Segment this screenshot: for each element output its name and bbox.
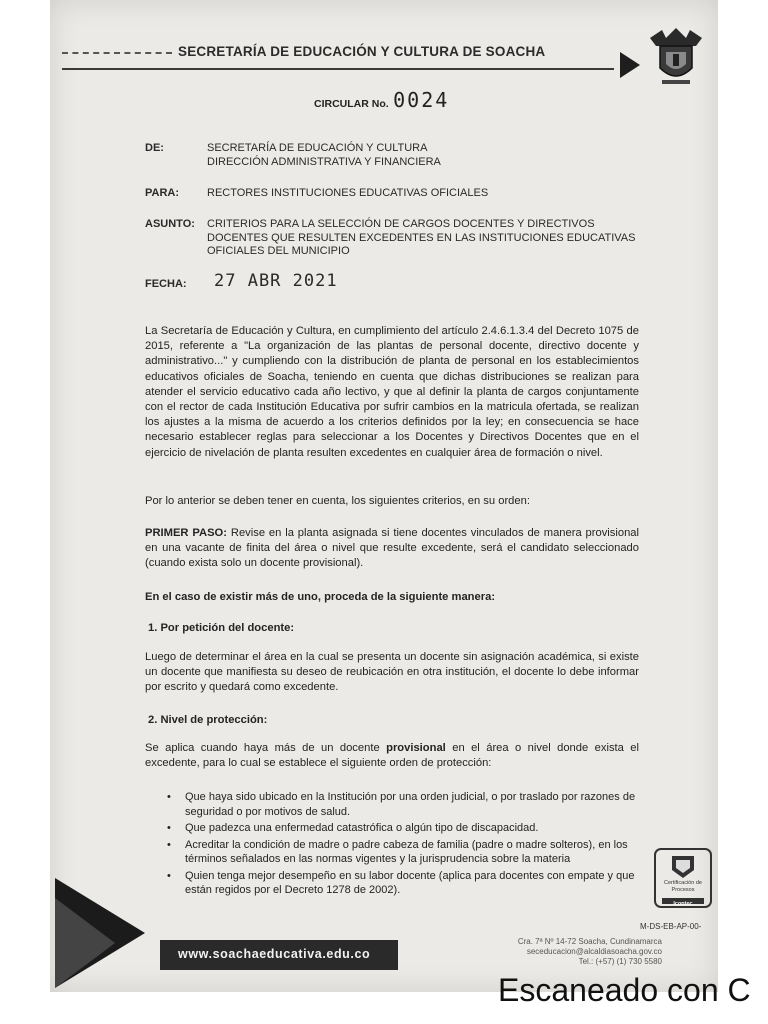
footer-url[interactable]: www.soachaeducativa.edu.co xyxy=(178,947,371,961)
circular-number-value: 0024 xyxy=(393,88,450,112)
item-2-text-a: Se aplica cuando haya más de un docente xyxy=(145,742,387,754)
item-2-label: 2. Nivel de protección: xyxy=(148,714,268,726)
asunto-label: ASUNTO: xyxy=(145,218,195,230)
fecha-value: 27 ABR 2021 xyxy=(214,271,338,291)
scanner-watermark: Escaneado con C xyxy=(498,972,751,1008)
header-dashed-line xyxy=(62,52,172,54)
cert-label: Certificación de Procesos xyxy=(664,880,702,893)
protection-list xyxy=(165,790,643,900)
de-line-1: SECRETARÍA DE EDUCACIÓN Y CULTURA xyxy=(207,142,428,154)
para-value: RECTORES INSTITUCIONES EDUCATIVAS OFICIALES xyxy=(207,187,489,199)
item-2-text-b: en el área o nivel donde exista el excedente, para lo cual se establece el siguiente orden de protección: xyxy=(145,742,639,770)
circular-label: CIRCULAR No. xyxy=(314,98,389,110)
footer-address: Cra. 7ª Nº 14-72 Soacha, Cundinamarca xyxy=(517,937,662,946)
item-1-text: Luego de determinar el área en la cual se presenta un docente sin asignación académica, si existe un docente que manifiesta su deseo de reubicación en otra institución, el docente lo debe informar por escrito y quedará como excedente. xyxy=(145,651,639,694)
header-arrow-icon xyxy=(620,52,640,78)
de-line-2: DIRECCIÓN ADMINISTRATIVA Y FINANCIERA xyxy=(207,155,441,168)
soacha-crest-icon xyxy=(644,24,708,88)
footer-phone: Tel.: (+57) (1) 730 5580 xyxy=(578,957,662,966)
footer-triangle-grey xyxy=(55,898,115,988)
fecha-label: FECHA: xyxy=(145,278,187,290)
footer-address-block xyxy=(452,937,662,967)
asunto-line-3: OFICIALES DEL MUNICIPIO xyxy=(207,245,350,257)
list-item: • Acreditar la condición de madre o padre cabeza de familia (padre o madre solteros), en los términos señalados en las normas vigentes y la jurisprudencia sobre la materia xyxy=(165,838,643,867)
header-title: SECRETARÍA DE EDUCACIÓN Y CULTURA DE SOACHA xyxy=(178,44,546,59)
list-item: • Que haya sido ubicado en la Institución por una orden judicial, o por traslado por razones de seguridad o por motivos de salud. xyxy=(165,790,643,819)
de-label: DE: xyxy=(145,142,164,154)
cert-brand: Icontec xyxy=(673,901,693,907)
footer-email: seceducacion@alcaldiasoacha.gov.co xyxy=(526,947,662,956)
item-2-text-bold: provisional xyxy=(386,742,446,754)
list-item: • Quien tenga mejor desempeño en su labor docente (aplica para docentes con empate y que están regidos por el Decreto 1278 de 2002). xyxy=(165,869,643,898)
list-item: • Que padezca una enfermedad catastrófica o algún tipo de discapacidad. xyxy=(165,821,643,836)
certification-text xyxy=(654,880,712,908)
asunto-line-2: DOCENTES QUE RESULTEN EXCEDENTES EN LAS INSTITUCIONES EDUCATIVAS xyxy=(207,231,636,244)
primer-paso-text: Revise en la planta asignada si tiene docentes vinculados de manera provisional en una vacante de finita del área o nivel que resulte excedente, será el candidato seleccionado (cuando exista solo un docente provisional). xyxy=(145,527,640,570)
intro-paragraph: La Secretaría de Educación y Cultura, en cumplimiento del artículo 2.4.6.1.3.4 del Decreto 1075 de 2015, referente a "La organización de las plantas de personal docente, directivo docente y administrativo..." y cumpliendo con la distribución de planta de personal en los establecimientos educativos oficiales de Soacha, teniendo en cuenta que dichas distribuciones se realizan para atender el servicio educativo cada año lectivo, y que al definir la planta de cargos conjuntamente con el rector de cada Institución Educativa por sufrir cambios en la matricula ofertada, se realizan los ajustes a la misma de acuerdo a los criterios definidos por la ley; en consecuencia se hace necesario establecer reglas para seleccionar a los Docentes y Directivos Docentes que en el ejercicio de nivelación de planta resulten excedentes en cualquier área de formación o nivel. xyxy=(145,325,639,459)
document-code: M-DS-EB-AP-00- xyxy=(640,922,702,931)
primer-paso-label: PRIMER PASO: xyxy=(145,527,227,539)
primer-paso-paragraph xyxy=(145,526,639,572)
para-label: PARA: xyxy=(145,187,180,199)
circular-number xyxy=(314,88,449,112)
criteria-intro: Por lo anterior se deben tener en cuenta, los siguientes criterios, en su orden: xyxy=(145,495,530,507)
item-1-label: 1. Por petición del docente: xyxy=(148,622,295,634)
asunto-line-1: CRITERIOS PARA LA SELECCIÓN DE CARGOS DOCENTES Y DIRECTIVOS xyxy=(207,218,595,230)
item-2-text xyxy=(145,741,639,771)
caso-heading: En el caso de existir más de uno, proceda de la siguiente manera: xyxy=(145,591,496,603)
header-rule xyxy=(62,68,614,70)
